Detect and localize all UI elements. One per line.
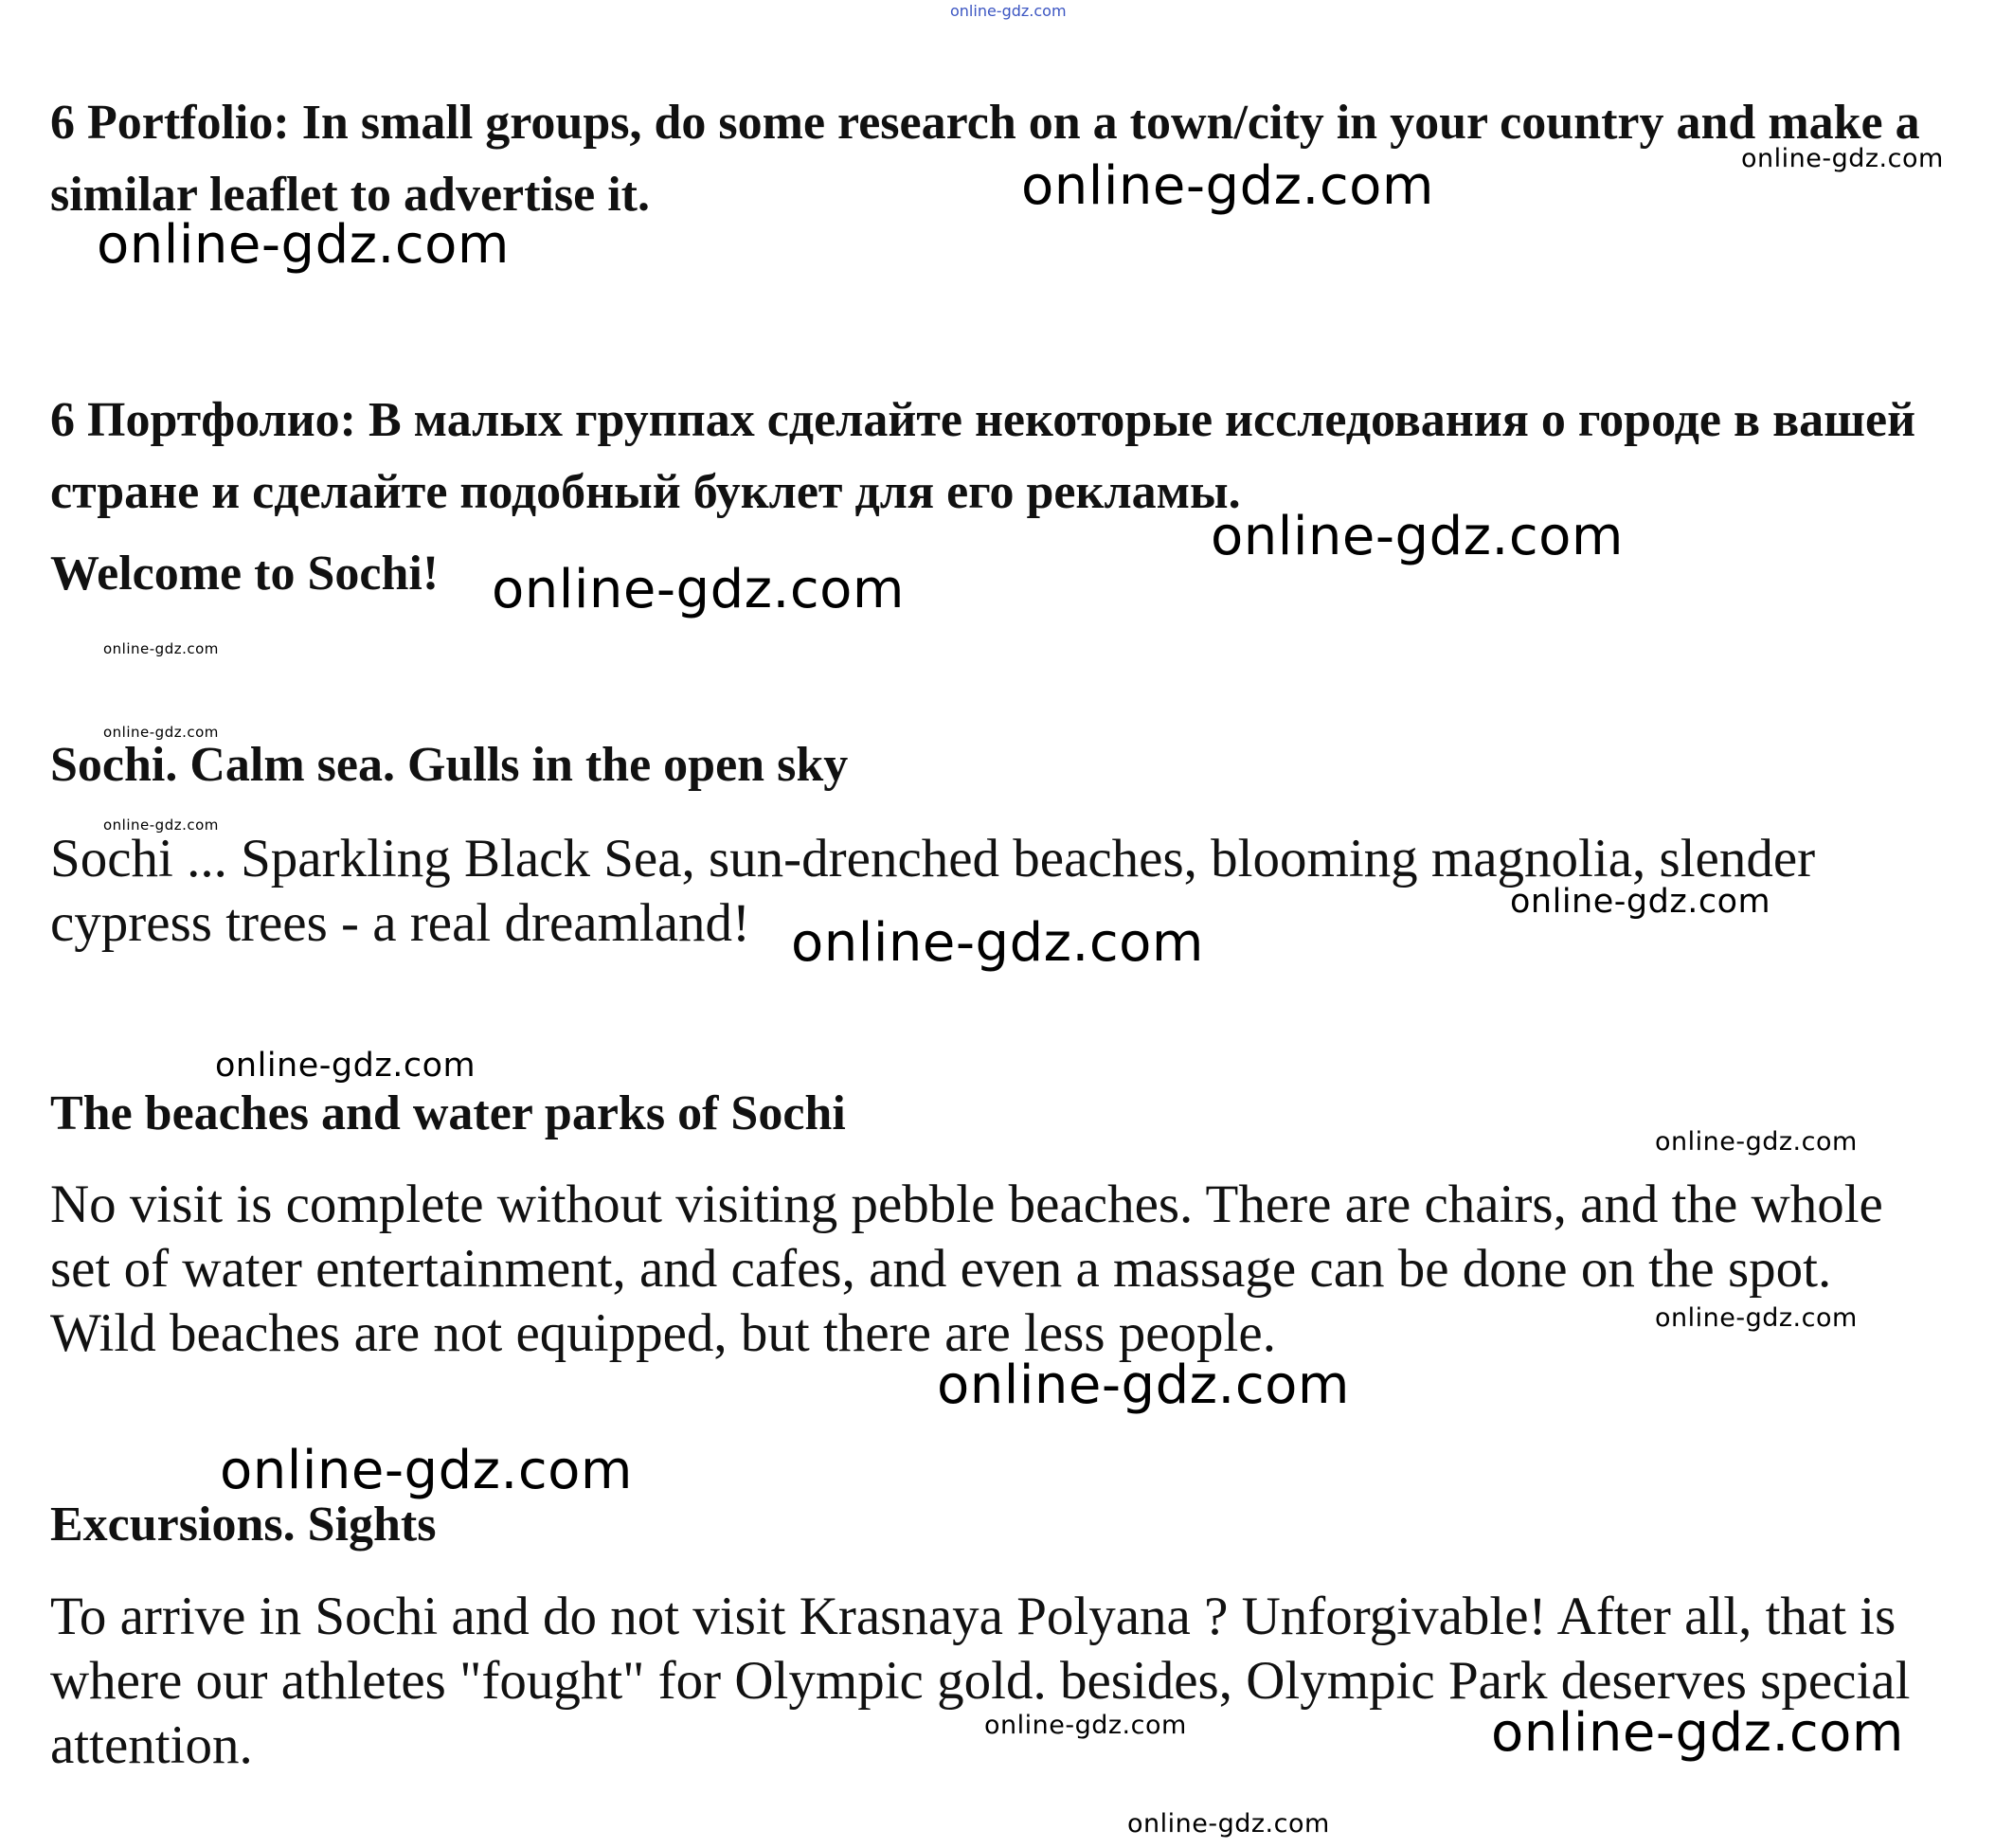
watermark: online-gdz.com [1655, 1127, 1858, 1157]
section-heading-beaches: The beaches and water parks of Sochi [50, 1086, 846, 1140]
watermark: online-gdz.com [791, 912, 1204, 974]
watermark: online-gdz.com [492, 559, 905, 620]
watermark: online-gdz.com [220, 1440, 633, 1501]
task-heading: 6 Portfolio: In small groups, do some research on a town/city in your country and make a similar leaflet to advertise it. [50, 96, 1920, 222]
watermark: online-gdz.com [103, 724, 219, 741]
watermark: online-gdz.com [1491, 1702, 1904, 1764]
watermark: online-gdz.com [984, 1711, 1187, 1740]
watermark: online-gdz.com [1510, 883, 1771, 921]
watermark: online-gdz.com [1127, 1809, 1330, 1839]
watermark: online-gdz.com [1655, 1303, 1858, 1333]
watermark: online-gdz.com [950, 2, 1067, 20]
section-heading-sea: Sochi. Calm sea. Gulls in the open sky [50, 738, 849, 792]
watermark: online-gdz.com [937, 1355, 1350, 1416]
section-text-excursions: To arrive in Sochi and do not visit Krasnaya Polyana ? Unforgivable! After all, that is where our athletes "fought" for Olympic gold. besides, Olympic Park deserves special attention. [50, 1587, 1911, 1775]
watermark: online-gdz.com [97, 214, 510, 276]
watermark: online-gdz.com [103, 816, 219, 834]
leaflet-title: Welcome to Sochi! [50, 547, 440, 601]
watermark: online-gdz.com [103, 640, 219, 657]
task-heading-ru: 6 Портфолио: В малых группах сделайте некоторые исследования о городе в вашей стране и сделайте подобный буклет для его рекламы. [50, 393, 1916, 519]
section-heading-excursions: Excursions. Sights [50, 1498, 437, 1552]
watermark: online-gdz.com [215, 1047, 476, 1085]
section-text-sea: Sochi ... Sparkling Black Sea, sun-drenched beaches, blooming magnolia, slender cypress trees - a real dreamland! [50, 829, 1816, 953]
section-text-beaches: No visit is complete without visiting pebble beaches. There are chairs, and the whole set of water entertainment, and cafes, and even a massage can be done on the spot. Wild beaches are not equipped, but there are less people. [50, 1175, 1883, 1363]
watermark: online-gdz.com [1741, 144, 1944, 173]
watermark: online-gdz.com [1021, 155, 1434, 217]
watermark: online-gdz.com [1211, 506, 1624, 567]
